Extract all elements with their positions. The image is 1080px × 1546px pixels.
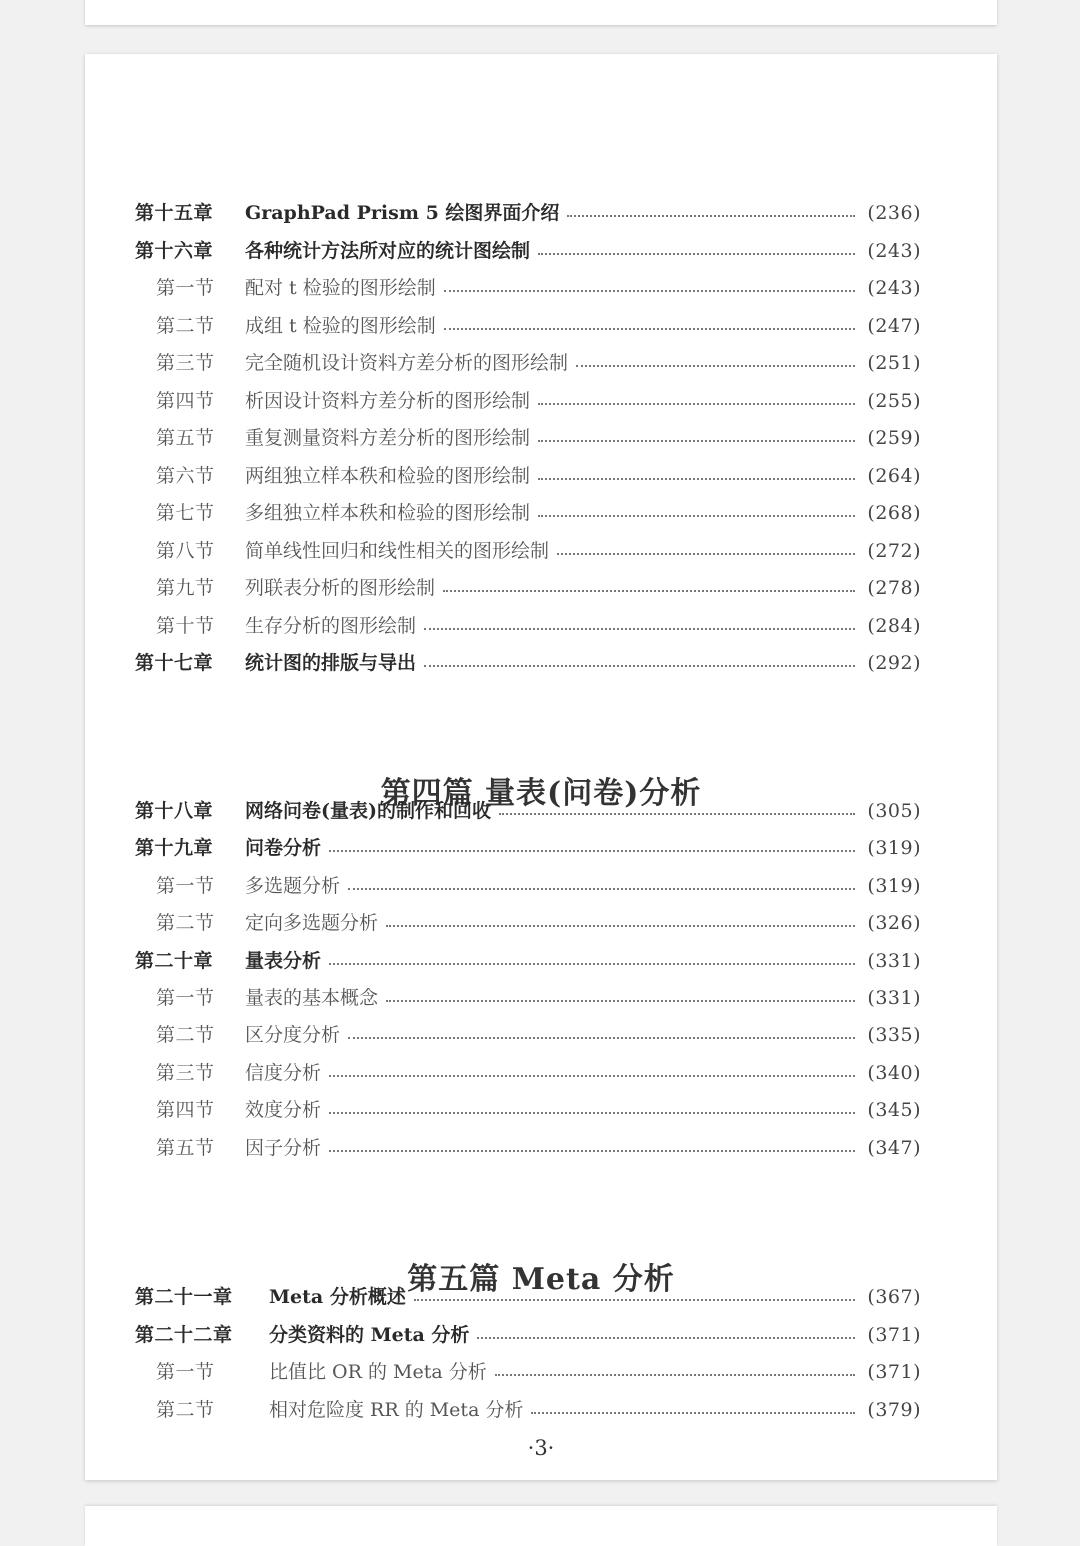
- toc-entry-page: (347): [867, 1136, 921, 1159]
- toc-entry-title: 生存分析的图形绘制: [245, 614, 417, 637]
- toc-entry-title: 统计图的排版与导出: [245, 652, 417, 674]
- document-page: [85, 54, 997, 1480]
- toc-entry-title: 量表分析: [245, 949, 322, 972]
- toc-entry-title: 相对危险度 RR 的 Meta 分析: [269, 1398, 524, 1421]
- toc-entry: [135, 536, 921, 566]
- toc-entry-page: (251): [867, 352, 921, 374]
- toc-entry-page: (331): [867, 987, 921, 1009]
- toc-leader-dots: [538, 440, 855, 442]
- toc-entry: [135, 423, 921, 453]
- toc-leader-dots: [348, 888, 855, 890]
- toc-entry-page: (255): [867, 389, 921, 412]
- toc-entry-page: (247): [867, 314, 921, 337]
- toc-entry-title: 问卷分析: [245, 837, 322, 860]
- toc-leader-dots: [538, 478, 855, 480]
- toc-entry-page: (340): [867, 1061, 921, 1084]
- toc-entry: [135, 273, 921, 303]
- toc-leader-dots: [444, 290, 856, 292]
- toc-entry: [135, 983, 921, 1013]
- toc-entry: [135, 1395, 921, 1425]
- toc-entry-page: (371): [867, 1361, 921, 1383]
- toc-entry-title: 简单线性回归和线性相关的图形绘制: [245, 539, 550, 562]
- toc-leader-dots: [531, 1412, 855, 1414]
- toc-leader-dots: [329, 1150, 855, 1152]
- toc-entry-title: 两组独立样本秩和检验的图形绘制: [245, 464, 531, 487]
- toc-entry-number: 第一节: [156, 987, 215, 1009]
- toc-entry-number: 第三节: [156, 352, 215, 374]
- toc-entry-title: 多组独立样本秩和检验的图形绘制: [245, 502, 531, 524]
- toc-entry-page: (319): [867, 874, 921, 897]
- toc-leader-dots: [348, 1037, 855, 1039]
- toc-entry: [135, 648, 921, 678]
- toc-entry: [135, 461, 921, 491]
- toc-leader-dots: [386, 1000, 855, 1002]
- toc-entry: [135, 1320, 921, 1350]
- previous-page: [85, 0, 997, 25]
- toc-entry-title: 区分度分析: [245, 1024, 341, 1047]
- toc-entry-number: 第二十章: [135, 949, 214, 972]
- toc-entry-number: 第五节: [156, 1136, 215, 1159]
- toc-entry: [135, 236, 921, 266]
- toc-entry-page: (264): [867, 464, 921, 487]
- toc-entry-number: 第十五章: [135, 202, 214, 224]
- toc-leader-dots: [329, 1112, 855, 1114]
- toc-leader-dots: [329, 850, 855, 852]
- toc-entry-title: 量表的基本概念: [245, 987, 379, 1009]
- toc-entry-number: 第七节: [156, 502, 215, 524]
- toc-entry-title: 列联表分析的图形绘制: [245, 577, 436, 599]
- toc-entry: [135, 311, 921, 341]
- toc-leader-dots: [538, 515, 855, 517]
- toc-entry-title: 完全随机设计资料方差分析的图形绘制: [245, 352, 569, 374]
- toc-leader-dots: [386, 925, 855, 927]
- toc-entry-title: 定向多选题分析: [245, 912, 379, 935]
- next-page: [85, 1506, 997, 1546]
- toc-entry: [135, 1058, 921, 1088]
- toc-entry-page: (371): [867, 1323, 921, 1346]
- toc-leader-dots: [499, 813, 855, 815]
- toc-entry: [135, 871, 921, 901]
- toc-entry-number: 第十节: [156, 614, 215, 637]
- toc-entry-title: 多选题分析: [245, 874, 341, 897]
- toc-entry-page: (272): [867, 539, 921, 562]
- toc-entry-title: 效度分析: [245, 1099, 322, 1122]
- toc-entry-title: 因子分析: [245, 1136, 322, 1159]
- toc-entry-number: 第二节: [156, 1024, 215, 1047]
- toc-entry: [135, 498, 921, 528]
- toc-entry: [135, 611, 921, 641]
- toc-leader-dots: [444, 328, 856, 330]
- toc-entry-title: Meta 分析概述: [269, 1286, 406, 1308]
- toc-entry-number: 第十六章: [135, 239, 214, 262]
- toc-entry-number: 第十七章: [135, 652, 214, 674]
- toc-leader-dots: [538, 403, 855, 405]
- toc-entry-number: 第六节: [156, 464, 215, 487]
- toc-entry-title: 信度分析: [245, 1061, 322, 1084]
- toc-entry-number: 第三节: [156, 1061, 215, 1084]
- toc-leader-dots: [495, 1374, 856, 1376]
- toc-leader-dots: [414, 1299, 856, 1301]
- toc-entry: [135, 946, 921, 976]
- toc-entry-page: (305): [867, 800, 921, 822]
- toc-entry-number: 第十九章: [135, 837, 214, 860]
- toc-entry-number: 第四节: [156, 389, 215, 412]
- toc-entry: [135, 796, 921, 826]
- toc-entry-page: (379): [867, 1398, 921, 1421]
- toc-leader-dots: [329, 963, 855, 965]
- toc-entry-number: 第二节: [156, 912, 215, 935]
- toc-entry-page: (278): [867, 577, 921, 599]
- toc-entry: [135, 1133, 921, 1163]
- toc-entry-number: 第五节: [156, 427, 215, 449]
- toc-entry: [135, 1020, 921, 1050]
- toc-entry: [135, 386, 921, 416]
- toc-entry-number: 第二十二章: [135, 1323, 233, 1346]
- toc-entry: [135, 1357, 921, 1387]
- toc-entry: [135, 1095, 921, 1125]
- toc-entry-number: 第四节: [156, 1099, 215, 1122]
- toc-entry: [135, 908, 921, 938]
- page-number: ·3·: [527, 1436, 555, 1460]
- toc-entry-page: (326): [867, 912, 921, 935]
- toc-entry-title: 析因设计资料方差分析的图形绘制: [245, 389, 531, 412]
- toc-leader-dots: [424, 665, 855, 667]
- toc-entry-page: (259): [867, 427, 921, 449]
- toc-entry-number: 第一节: [156, 874, 215, 897]
- part-title-5: 第五篇 Meta 分析: [407, 1262, 675, 1297]
- toc-entry-title: 配对 t 检验的图形绘制: [245, 277, 436, 299]
- toc-entry-title: 各种统计方法所对应的统计图绘制: [245, 239, 531, 262]
- toc-leader-dots: [329, 1075, 855, 1077]
- toc-entry-title: 重复测量资料方差分析的图形绘制: [245, 427, 531, 449]
- toc-entry-page: (335): [867, 1024, 921, 1047]
- toc-entry-page: (236): [867, 202, 921, 224]
- toc-leader-dots: [477, 1337, 855, 1339]
- toc-entry: [135, 198, 921, 228]
- toc-entry-page: (319): [867, 837, 921, 860]
- toc-leader-dots: [424, 628, 855, 630]
- toc-entry-title: 成组 t 检验的图形绘制: [245, 314, 436, 337]
- toc-entry-page: (268): [867, 502, 921, 524]
- part-title-4: 第四篇 量表(问卷)分析: [380, 776, 702, 811]
- toc-entry-page: (367): [867, 1286, 921, 1308]
- toc-leader-dots: [567, 215, 855, 217]
- toc-entry: [135, 348, 921, 378]
- toc-entry-number: 第八节: [156, 539, 215, 562]
- toc-entry-page: (345): [867, 1099, 921, 1122]
- toc-entry-number: 第一节: [156, 277, 215, 299]
- toc-leader-dots: [576, 365, 855, 367]
- toc-entry: [135, 573, 921, 603]
- toc-entry-page: (292): [867, 652, 921, 674]
- toc-leader-dots: [557, 553, 855, 555]
- toc-entry: [135, 1282, 921, 1312]
- toc-entry-number: 第十八章: [135, 800, 214, 822]
- toc-entry-page: (284): [867, 614, 921, 637]
- toc-entry-number: 第二节: [156, 314, 215, 337]
- toc-entry-page: (243): [867, 239, 921, 262]
- toc-entry-title: 分类资料的 Meta 分析: [269, 1323, 470, 1346]
- toc-leader-dots: [538, 253, 855, 255]
- toc-entry-page: (331): [867, 949, 921, 972]
- toc-entry-number: 第九节: [156, 577, 215, 599]
- toc-entry-number: 第二节: [156, 1398, 215, 1421]
- toc-entry-title: 网络问卷(量表)的制作和回收: [245, 800, 491, 822]
- toc-entry-title: GraphPad Prism 5 绘图界面介绍: [245, 202, 560, 224]
- toc-leader-dots: [443, 590, 855, 592]
- toc-entry-title: 比值比 OR 的 Meta 分析: [269, 1361, 487, 1383]
- toc-entry-number: 第一节: [156, 1361, 215, 1383]
- toc-entry-number: 第二十一章: [135, 1286, 233, 1308]
- toc-entry-page: (243): [867, 277, 921, 299]
- toc-entry: [135, 833, 921, 863]
